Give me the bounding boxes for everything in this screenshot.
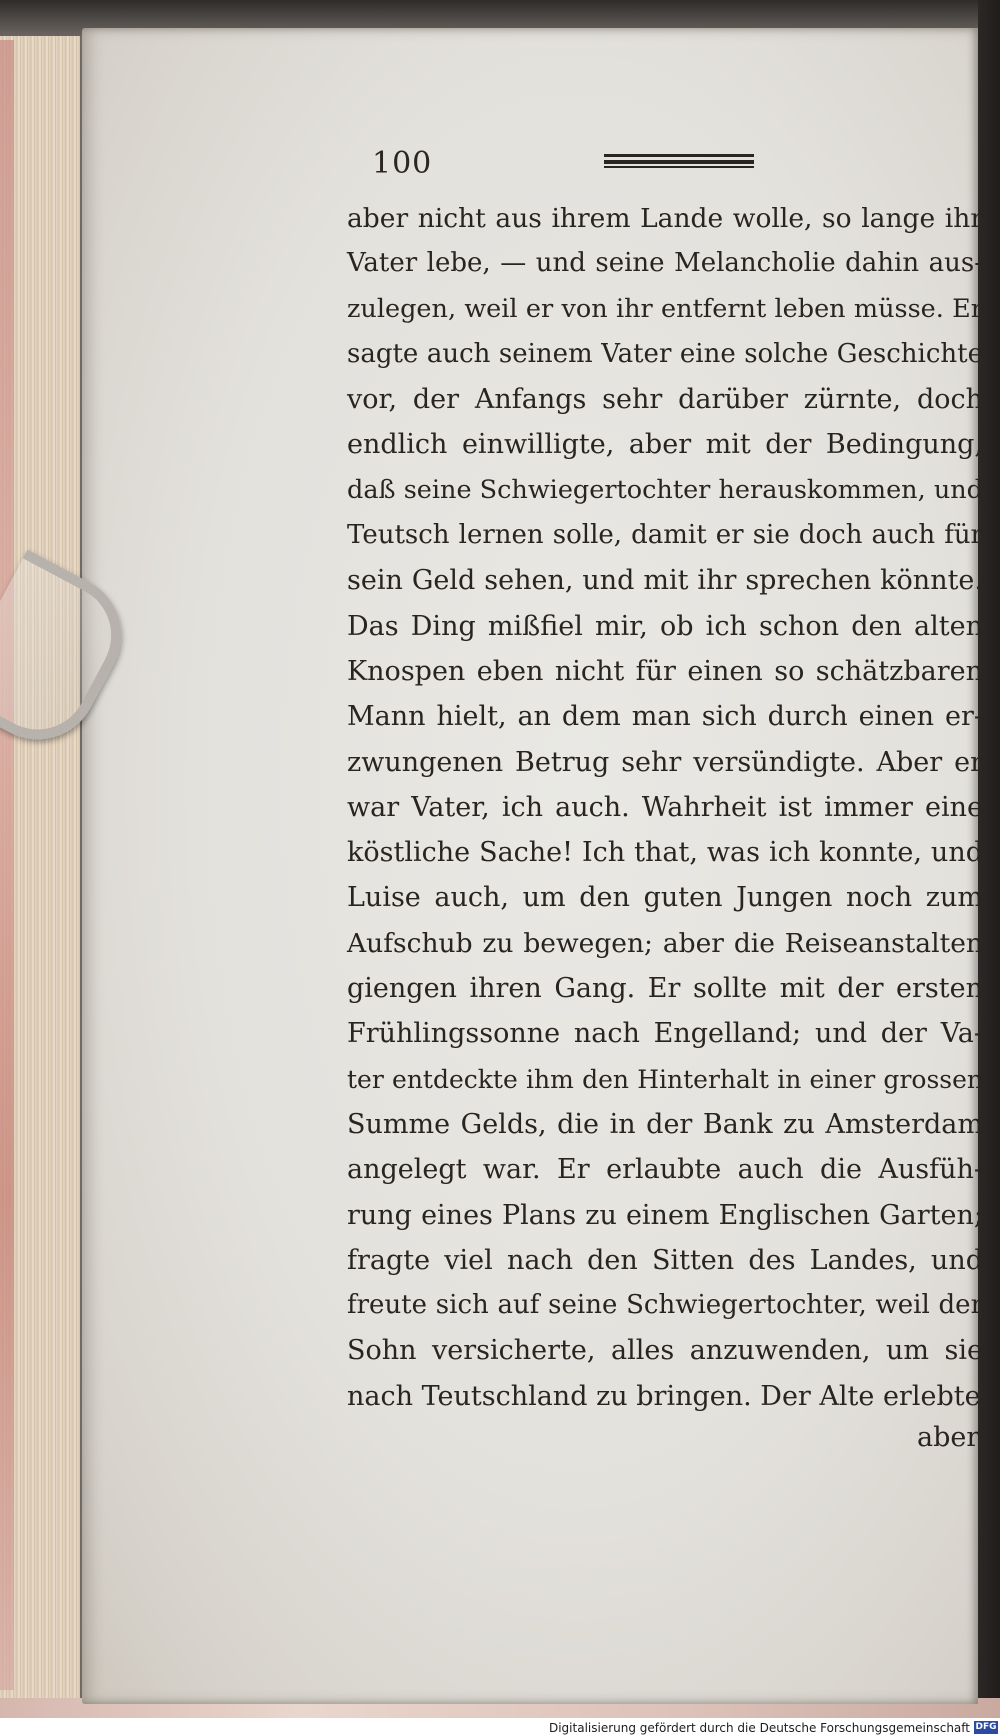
book-page <box>82 28 983 1704</box>
text-line: Das Ding mißfiel mir, ob ich schon den alten <box>347 610 983 642</box>
page-number: 100 <box>372 146 433 181</box>
text-line: Vater lebe, — und seine Melancholie dahin aus- <box>347 248 983 279</box>
text-line: zwungenen Betrug sehr versündigte. Aber er <box>347 746 983 778</box>
footer-bar <box>0 1718 1000 1736</box>
text-line: vor, der Anfangs sehr darüber zürnte, doch <box>347 384 983 416</box>
text-line: war Vater, ich auch. Wahrheit ist immer eine <box>347 791 983 823</box>
text-line: sagte auch seinem Vater eine solche Geschichte <box>347 338 983 369</box>
text-line: Mann hielt, an dem man sich durch einen er- <box>347 701 983 733</box>
text-line: daß seine Schwiegertochter herauskommen, und <box>347 474 983 505</box>
text-line: fragte viel nach den Sitten des Landes, und <box>347 1244 983 1276</box>
dfg-logo: DFG <box>975 1722 997 1732</box>
body-text <box>347 196 983 1419</box>
text-line: sein Geld sehen, und mit ihr sprechen könnte. <box>347 565 983 597</box>
text-line: freute sich auf seine Schwiegertochter, weil der <box>347 1290 983 1321</box>
header-rule <box>604 154 754 168</box>
text-line: aber nicht aus ihrem Lande wolle, so lange ihr <box>347 203 983 234</box>
text-line: Sohn versicherte, alles anzuwenden, um sie <box>347 1335 983 1367</box>
text-line: köstliche Sache! Ich that, was ich konnte, und <box>347 837 983 869</box>
catchword: aber <box>917 1422 980 1453</box>
text-line: Summe Gelds, die in der Bank zu Amsterdam <box>347 1108 983 1140</box>
text-line: rung eines Plans zu einem Englischen Garten; <box>347 1199 983 1231</box>
text-line: Teutsch lernen solle, damit er sie doch auch für <box>347 520 983 551</box>
text-line: ter entdeckte ihm den Hinterhalt in einer grossen <box>347 1064 983 1094</box>
text-line: endlich einwilligte, aber mit der Bedingung, <box>347 429 983 461</box>
text-line: nach Teutschland zu bringen. Der Alte erlebte <box>347 1380 981 1412</box>
text-line: Frühlingssonne nach Engelland; und der Va- <box>347 1018 983 1050</box>
text-line: zulegen, weil er von ihr entfernt leben müsse. Er <box>347 293 983 324</box>
funding-credit: Digitalisierung gefördert durch die Deutsche Forschungsgemeinschaft <box>548 1721 970 1735</box>
text-line: Knospen eben nicht für einen so schätzbaren <box>347 655 983 687</box>
text-line: Aufschub zu bewegen; aber die Reiseanstalten <box>347 927 983 959</box>
text-line: angelegt war. Er erlaubte auch die Ausfüh- <box>347 1154 983 1186</box>
text-line: giengen ihren Gang. Er sollte mit der ersten <box>347 973 983 1005</box>
text-line: Luise auch, um den guten Jungen noch zum <box>347 882 983 914</box>
red-page-edge <box>0 40 14 1690</box>
